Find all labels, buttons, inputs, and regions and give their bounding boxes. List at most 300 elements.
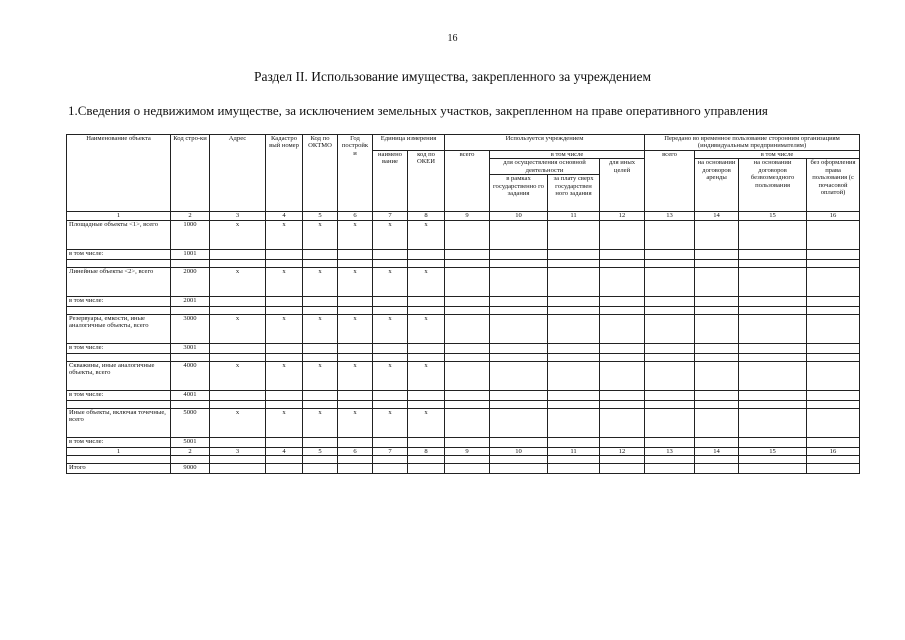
empty-cell: [645, 267, 695, 296]
line-code: 5001: [171, 437, 210, 447]
column-number: 10: [490, 447, 548, 455]
column-number: 5: [303, 212, 338, 220]
empty-cell: [266, 353, 303, 361]
column-number: 12: [600, 212, 645, 220]
header-tr-informal: без оформления права пользования (с почасовой оплатой): [807, 159, 860, 212]
empty-cell: [408, 456, 445, 464]
empty-cell: [807, 259, 860, 267]
spacer-row: [67, 259, 860, 267]
empty-cell: [695, 390, 739, 400]
header-tr-incl: в том числе: [695, 150, 860, 158]
empty-cell: [303, 259, 338, 267]
empty-cell: [548, 314, 600, 343]
total-code: 9000: [171, 464, 210, 474]
empty-cell: [490, 400, 548, 408]
empty-cell: [739, 353, 807, 361]
empty-cell: [303, 306, 338, 314]
empty-cell: [490, 249, 548, 259]
empty-cell: [807, 400, 860, 408]
header-unit-okei: код по ОКЕИ: [408, 150, 445, 211]
empty-cell: [807, 296, 860, 306]
header-used-task: в рамках государственно го задания: [490, 175, 548, 212]
empty-cell: [210, 456, 266, 464]
empty-cell: [739, 343, 807, 353]
column-number: 13: [645, 447, 695, 455]
empty-cell: [266, 400, 303, 408]
empty-cell: [210, 353, 266, 361]
empty-cell: [739, 437, 807, 447]
empty-cell: [739, 400, 807, 408]
empty-cell: [739, 456, 807, 464]
empty-cell: [210, 400, 266, 408]
column-number: 12: [600, 447, 645, 455]
empty-cell: [67, 456, 171, 464]
empty-cell: [548, 464, 600, 474]
column-number: 15: [739, 212, 807, 220]
empty-cell: [373, 343, 408, 353]
column-number: 7: [373, 212, 408, 220]
x-marker: x: [303, 267, 338, 296]
empty-cell: [408, 343, 445, 353]
empty-cell: [408, 296, 445, 306]
column-number: 7: [373, 447, 408, 455]
x-marker: x: [303, 361, 338, 390]
empty-cell: [695, 353, 739, 361]
line-code: 2001: [171, 296, 210, 306]
header-unit-name: наимено вание: [373, 150, 408, 211]
empty-cell: [807, 306, 860, 314]
empty-cell: [548, 353, 600, 361]
empty-cell: [739, 249, 807, 259]
x-marker: x: [373, 361, 408, 390]
empty-cell: [171, 456, 210, 464]
x-marker: x: [266, 314, 303, 343]
line-code: 1001: [171, 249, 210, 259]
empty-cell: [67, 259, 171, 267]
empty-cell: [171, 353, 210, 361]
empty-cell: [645, 306, 695, 314]
empty-cell: [739, 464, 807, 474]
header-unit: Единица измерения: [373, 135, 445, 151]
empty-cell: [266, 390, 303, 400]
empty-cell: [600, 343, 645, 353]
empty-cell: [739, 220, 807, 249]
empty-cell: [373, 437, 408, 447]
incl-label: в том числе:: [67, 390, 171, 400]
empty-cell: [445, 456, 490, 464]
property-table: [66, 134, 860, 474]
empty-cell: [645, 343, 695, 353]
empty-cell: [807, 249, 860, 259]
column-number: 13: [645, 212, 695, 220]
empty-cell: [445, 259, 490, 267]
empty-cell: [695, 400, 739, 408]
empty-cell: [645, 456, 695, 464]
object-name: Площадные объекты <1>, всего: [67, 220, 171, 249]
empty-cell: [807, 267, 860, 296]
column-number: 16: [807, 447, 860, 455]
incl-label: в том числе:: [67, 249, 171, 259]
empty-cell: [171, 400, 210, 408]
table-row: [67, 390, 860, 400]
column-number: 5: [303, 447, 338, 455]
empty-cell: [445, 408, 490, 437]
line-code: 3000: [171, 314, 210, 343]
empty-cell: [645, 400, 695, 408]
line-code: 3001: [171, 343, 210, 353]
empty-cell: [445, 296, 490, 306]
empty-cell: [548, 220, 600, 249]
column-number: 9: [445, 447, 490, 455]
line-code: 4001: [171, 390, 210, 400]
header-year: Год постройк и: [338, 135, 373, 212]
header-name: Наименование объекта: [67, 135, 171, 212]
empty-cell: [338, 353, 373, 361]
empty-cell: [739, 259, 807, 267]
header-used-total: всего: [445, 150, 490, 211]
empty-cell: [490, 259, 548, 267]
column-number: 16: [807, 212, 860, 220]
object-name: Резервуары, емкости, иные аналогичные объекты, всего: [67, 314, 171, 343]
empty-cell: [445, 353, 490, 361]
empty-cell: [739, 408, 807, 437]
x-marker: x: [373, 408, 408, 437]
empty-cell: [490, 408, 548, 437]
empty-cell: [739, 306, 807, 314]
empty-cell: [807, 314, 860, 343]
empty-cell: [600, 390, 645, 400]
empty-cell: [303, 249, 338, 259]
empty-cell: [600, 306, 645, 314]
empty-cell: [548, 390, 600, 400]
empty-cell: [210, 464, 266, 474]
section-title: Раздел II. Использование имущества, закрепленного за учреждением: [253, 69, 652, 84]
column-numbers-row-bottom: [67, 447, 860, 455]
column-number: 3: [210, 447, 266, 455]
empty-cell: [490, 220, 548, 249]
empty-cell: [408, 353, 445, 361]
column-number: 1: [67, 447, 171, 455]
header-used-other: для иных целей: [600, 159, 645, 212]
empty-cell: [266, 296, 303, 306]
empty-cell: [645, 353, 695, 361]
empty-cell: [408, 400, 445, 408]
empty-cell: [445, 400, 490, 408]
empty-cell: [695, 437, 739, 447]
empty-cell: [408, 437, 445, 447]
x-marker: x: [373, 220, 408, 249]
empty-cell: [600, 361, 645, 390]
empty-cell: [600, 267, 645, 296]
empty-cell: [807, 456, 860, 464]
table-row: [67, 220, 860, 249]
total-row: [67, 464, 860, 474]
line-code: 2000: [171, 267, 210, 296]
header-code: Код стро-ки: [171, 135, 210, 212]
column-number: 6: [338, 447, 373, 455]
x-marker: x: [210, 408, 266, 437]
column-number: 3: [210, 212, 266, 220]
empty-cell: [695, 408, 739, 437]
empty-cell: [445, 361, 490, 390]
empty-cell: [548, 249, 600, 259]
empty-cell: [266, 259, 303, 267]
empty-cell: [445, 249, 490, 259]
empty-cell: [600, 464, 645, 474]
empty-cell: [303, 456, 338, 464]
empty-cell: [303, 390, 338, 400]
empty-cell: [807, 464, 860, 474]
empty-cell: [373, 296, 408, 306]
x-marker: x: [408, 220, 445, 249]
table-row: [67, 314, 860, 343]
object-name: Иные объекты, включая точечные, всего: [67, 408, 171, 437]
empty-cell: [338, 390, 373, 400]
empty-cell: [408, 390, 445, 400]
spacer-row: [67, 353, 860, 361]
empty-cell: [266, 249, 303, 259]
empty-cell: [373, 400, 408, 408]
empty-cell: [645, 220, 695, 249]
empty-cell: [645, 259, 695, 267]
header-cadastral: Кадастро вый номер: [266, 135, 303, 212]
x-marker: x: [373, 314, 408, 343]
empty-cell: [645, 361, 695, 390]
column-number: 4: [266, 212, 303, 220]
spacer-row: [67, 456, 860, 464]
empty-cell: [645, 249, 695, 259]
line-code: 4000: [171, 361, 210, 390]
x-marker: x: [210, 220, 266, 249]
empty-cell: [600, 456, 645, 464]
empty-cell: [338, 456, 373, 464]
empty-cell: [807, 353, 860, 361]
empty-cell: [210, 249, 266, 259]
incl-label: в том числе:: [67, 437, 171, 447]
empty-cell: [548, 259, 600, 267]
empty-cell: [171, 259, 210, 267]
empty-cell: [807, 390, 860, 400]
empty-cell: [490, 343, 548, 353]
empty-cell: [373, 259, 408, 267]
table-row: [67, 343, 860, 353]
empty-cell: [548, 437, 600, 447]
column-number: 1: [67, 212, 171, 220]
empty-cell: [210, 296, 266, 306]
empty-cell: [739, 314, 807, 343]
x-marker: x: [408, 314, 445, 343]
empty-cell: [490, 464, 548, 474]
header-used-incl: в том числе: [490, 150, 645, 158]
x-marker: x: [338, 267, 373, 296]
x-marker: x: [266, 361, 303, 390]
column-number: 10: [490, 212, 548, 220]
empty-cell: [695, 314, 739, 343]
empty-cell: [303, 400, 338, 408]
empty-cell: [445, 437, 490, 447]
empty-cell: [210, 306, 266, 314]
line-code: 1000: [171, 220, 210, 249]
empty-cell: [600, 314, 645, 343]
empty-cell: [303, 437, 338, 447]
object-name: Линейные объекты <2>, всего: [67, 267, 171, 296]
empty-cell: [303, 353, 338, 361]
x-marker: x: [338, 408, 373, 437]
empty-cell: [338, 437, 373, 447]
x-marker: x: [210, 314, 266, 343]
empty-cell: [695, 361, 739, 390]
empty-cell: [171, 306, 210, 314]
incl-label: в том числе:: [67, 296, 171, 306]
x-marker: x: [338, 314, 373, 343]
empty-cell: [695, 296, 739, 306]
empty-cell: [408, 249, 445, 259]
empty-cell: [303, 343, 338, 353]
empty-cell: [338, 249, 373, 259]
empty-cell: [600, 296, 645, 306]
empty-cell: [490, 306, 548, 314]
column-number: 14: [695, 212, 739, 220]
empty-cell: [445, 314, 490, 343]
x-marker: x: [266, 267, 303, 296]
empty-cell: [338, 464, 373, 474]
empty-cell: [548, 361, 600, 390]
empty-cell: [548, 267, 600, 296]
empty-cell: [445, 267, 490, 296]
empty-cell: [548, 456, 600, 464]
empty-cell: [600, 249, 645, 259]
x-marker: x: [408, 267, 445, 296]
empty-cell: [548, 408, 600, 437]
column-number: 9: [445, 212, 490, 220]
empty-cell: [807, 343, 860, 353]
header-used-paid: за плату сверх государствен ного задания: [548, 175, 600, 212]
empty-cell: [373, 456, 408, 464]
empty-cell: [338, 306, 373, 314]
column-numbers-row: [67, 212, 860, 220]
empty-cell: [600, 408, 645, 437]
x-marker: x: [303, 408, 338, 437]
empty-cell: [373, 464, 408, 474]
column-number: 2: [171, 447, 210, 455]
empty-cell: [645, 296, 695, 306]
empty-cell: [807, 220, 860, 249]
column-number: 15: [739, 447, 807, 455]
empty-cell: [695, 220, 739, 249]
x-marker: x: [373, 267, 408, 296]
empty-cell: [739, 267, 807, 296]
empty-cell: [695, 456, 739, 464]
empty-cell: [695, 464, 739, 474]
x-marker: x: [338, 220, 373, 249]
table-row: [67, 437, 860, 447]
empty-cell: [266, 437, 303, 447]
header-used-main: для осуществления основной деятельности: [490, 159, 600, 175]
header-tr-total: всего: [645, 150, 695, 211]
column-number: 4: [266, 447, 303, 455]
line-code: 5000: [171, 408, 210, 437]
empty-cell: [210, 390, 266, 400]
empty-cell: [67, 400, 171, 408]
empty-cell: [338, 343, 373, 353]
empty-cell: [695, 306, 739, 314]
column-number: 11: [548, 447, 600, 455]
empty-cell: [266, 306, 303, 314]
empty-cell: [645, 408, 695, 437]
x-marker: x: [303, 314, 338, 343]
empty-cell: [373, 306, 408, 314]
empty-cell: [739, 296, 807, 306]
empty-cell: [445, 343, 490, 353]
column-number: 6: [338, 212, 373, 220]
empty-cell: [600, 437, 645, 447]
x-marker: x: [408, 408, 445, 437]
x-marker: x: [266, 220, 303, 249]
empty-cell: [490, 437, 548, 447]
empty-cell: [210, 343, 266, 353]
spacer-row: [67, 306, 860, 314]
x-marker: x: [210, 361, 266, 390]
empty-cell: [548, 343, 600, 353]
x-marker: x: [266, 408, 303, 437]
empty-cell: [408, 464, 445, 474]
empty-cell: [67, 353, 171, 361]
empty-cell: [807, 361, 860, 390]
x-marker: x: [210, 267, 266, 296]
empty-cell: [600, 353, 645, 361]
empty-cell: [600, 400, 645, 408]
empty-cell: [600, 220, 645, 249]
incl-label: в том числе:: [67, 343, 171, 353]
empty-cell: [807, 437, 860, 447]
total-label: Итого: [67, 464, 171, 474]
page-number: 16: [447, 33, 458, 44]
empty-cell: [695, 249, 739, 259]
empty-cell: [303, 296, 338, 306]
empty-cell: [645, 464, 695, 474]
empty-cell: [548, 296, 600, 306]
empty-cell: [445, 220, 490, 249]
empty-cell: [695, 267, 739, 296]
table-row: [67, 296, 860, 306]
empty-cell: [338, 400, 373, 408]
empty-cell: [645, 314, 695, 343]
x-marker: x: [303, 220, 338, 249]
empty-cell: [210, 259, 266, 267]
column-number: 11: [548, 212, 600, 220]
header-address: Адрес: [210, 135, 266, 212]
empty-cell: [695, 259, 739, 267]
empty-cell: [373, 353, 408, 361]
empty-cell: [67, 306, 171, 314]
empty-cell: [445, 464, 490, 474]
empty-cell: [338, 296, 373, 306]
empty-cell: [266, 464, 303, 474]
empty-cell: [645, 437, 695, 447]
empty-cell: [373, 390, 408, 400]
subsection-title: 1.Сведения о недвижимом имуществе, за исключением земельных участков, закрепленном на праве оперативного управления: [68, 103, 768, 118]
empty-cell: [490, 267, 548, 296]
empty-cell: [490, 361, 548, 390]
table-row: [67, 267, 860, 296]
empty-cell: [695, 343, 739, 353]
table-row: [67, 361, 860, 390]
empty-cell: [490, 314, 548, 343]
table-row: [67, 408, 860, 437]
empty-cell: [445, 390, 490, 400]
header-tr-free: на основании договоров безвозмездного пользования: [739, 159, 807, 212]
header-tr-lease: на основании договоров аренды: [695, 159, 739, 212]
